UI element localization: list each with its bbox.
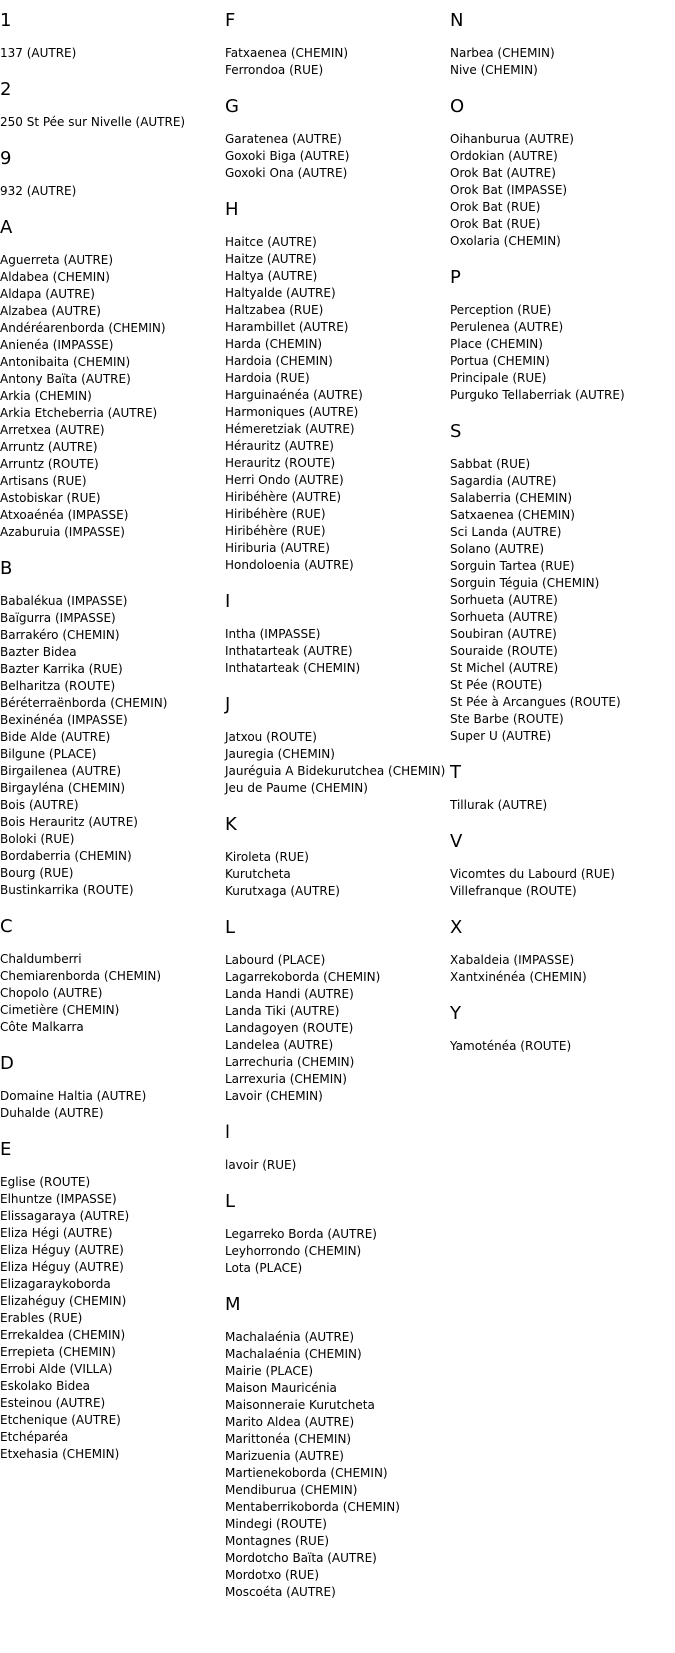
street-entry: Errekaldea (CHEMIN): [0, 1328, 126, 1342]
street-entry: Babalékua (IMPASSE): [0, 594, 128, 608]
street-entry: Montagnes (RUE): [225, 1534, 330, 1548]
section-letter-heading: 2: [0, 79, 12, 100]
street-entry: Sorhueta (AUTRE): [450, 610, 558, 624]
street-entry: Hémeretziak (AUTRE): [225, 422, 355, 436]
street-entry: Bois (AUTRE): [0, 798, 79, 812]
street-entry: Arruntz (AUTRE): [0, 440, 98, 454]
street-entry: Marito Aldea (AUTRE): [225, 1415, 355, 1429]
street-entry: Portua (CHEMIN): [450, 354, 550, 368]
street-entry: Souraide (ROUTE): [450, 644, 558, 658]
street-entry: Oxolaria (CHEMIN): [450, 234, 561, 248]
street-entry: Bazter Bidea: [0, 645, 77, 659]
street-entry: Errobi Alde (VILLA): [0, 1362, 113, 1376]
street-entry: Harda (CHEMIN): [225, 337, 323, 351]
section-letter-heading: K: [225, 814, 237, 835]
street-entry: Lota (PLACE): [225, 1261, 303, 1275]
section-letter-heading: N: [450, 10, 464, 31]
street-entry: Perulenea (AUTRE): [450, 320, 564, 334]
street-entry: Herauritz (ROUTE): [225, 456, 336, 470]
street-entry: Herri Ondo (AUTRE): [225, 473, 344, 487]
index-section: [0, 218, 225, 541]
index-section: [225, 97, 450, 182]
index-section: [225, 592, 450, 677]
index-section: [0, 149, 225, 200]
section-letter-heading: I: [225, 591, 231, 612]
street-entry: Birgayléna (CHEMIN): [0, 781, 126, 795]
index-section: [225, 815, 450, 900]
street-entry: Vicomtes du Labourd (RUE): [450, 867, 615, 881]
index-section: [450, 918, 675, 986]
street-entry: Atxoaénéa (IMPASSE): [0, 508, 129, 522]
street-entry: Hiribéhère (AUTRE): [225, 490, 342, 504]
street-entry: Moscoéta (AUTRE): [225, 1585, 336, 1599]
index-section: [450, 832, 675, 900]
street-entry: Xabaldeia (IMPASSE): [450, 953, 575, 967]
street-entry: Esteinou (AUTRE): [0, 1396, 106, 1410]
street-entry: Chemiarenborda (CHEMIN): [0, 969, 162, 983]
street-entry: Côte Malkarra: [0, 1020, 84, 1034]
street-entry: Arruntz (ROUTE): [0, 457, 99, 471]
street-entry: Belharitza (ROUTE): [0, 679, 116, 693]
street-entry: Sorhueta (AUTRE): [450, 593, 558, 607]
street-entry: Eliza Hégi (AUTRE): [0, 1226, 113, 1240]
street-entry: Sorguin Tartea (RUE): [450, 559, 575, 573]
street-entry: Lavoir (CHEMIN): [225, 1089, 323, 1103]
index-section: [225, 200, 450, 574]
street-entry: Haltyalde (AUTRE): [225, 286, 336, 300]
street-entry: Hérauritz (AUTRE): [225, 439, 334, 453]
index-section: [0, 1140, 225, 1463]
street-entry: Kurutcheta: [225, 867, 291, 881]
street-entry: Marizuenia (AUTRE): [225, 1449, 344, 1463]
street-entry: Elizahéguy (CHEMIN): [0, 1294, 127, 1308]
street-entry: Baïgurra (IMPASSE): [0, 611, 116, 625]
street-entry: Arretxea (AUTRE): [0, 423, 105, 437]
street-entry: Ferrondoa (RUE): [225, 63, 324, 77]
street-entry: Etchenique (AUTRE): [0, 1413, 121, 1427]
index-section: [0, 11, 225, 62]
section-letter-heading: l: [225, 1122, 231, 1143]
street-entry: St Pée (ROUTE): [450, 678, 543, 692]
street-entry: Kiroleta (RUE): [225, 850, 309, 864]
street-entry: Haltya (AUTRE): [225, 269, 318, 283]
index-section: [0, 1054, 225, 1122]
street-entry: Leyhorrondo (CHEMIN): [225, 1244, 362, 1258]
section-letter-heading: Y: [450, 1003, 461, 1024]
street-entry: Martienekoborda (CHEMIN): [225, 1466, 388, 1480]
street-entry: St Pée à Arcangues (ROUTE): [450, 695, 621, 709]
street-entry: 137 (AUTRE): [0, 46, 77, 60]
street-entry: Hiribéhère (RUE): [225, 524, 326, 538]
street-entry: Birgailenea (AUTRE): [0, 764, 122, 778]
section-letter-heading: 1: [0, 10, 12, 31]
index-section: [225, 1123, 450, 1174]
street-entry: Yamoténéa (ROUTE): [450, 1039, 572, 1053]
street-entry: Haitze (AUTRE): [225, 252, 317, 266]
street-entry: Eliza Héguy (AUTRE): [0, 1243, 124, 1257]
street-entry: Chaldumberri: [0, 952, 82, 966]
street-entry: Anienéa (IMPASSE): [0, 338, 114, 352]
street-entry: Eliza Héguy (AUTRE): [0, 1260, 124, 1274]
street-entry: Labourd (PLACE): [225, 953, 326, 967]
street-entry: Erables (RUE): [0, 1311, 83, 1325]
street-entry: Barrakéro (CHEMIN): [0, 628, 120, 642]
section-letter-heading: M: [225, 1294, 241, 1315]
street-entry: Boloki (RUE): [0, 832, 75, 846]
street-entry: Andéréarenborda (CHEMIN): [0, 321, 166, 335]
street-entry: Hardoia (CHEMIN): [225, 354, 333, 368]
index-section: [450, 11, 675, 79]
street-entry: Aguerreta (AUTRE): [0, 253, 114, 267]
street-entry: Cimetière (CHEMIN): [0, 1003, 120, 1017]
index-section: [450, 97, 675, 250]
section-letter-heading: C: [0, 916, 13, 937]
street-entry: Goxoki Ona (AUTRE): [225, 166, 348, 180]
section-letter-heading: T: [450, 762, 461, 783]
street-entry: Ste Barbe (ROUTE): [450, 712, 564, 726]
street-entry: Villefranque (ROUTE): [450, 884, 577, 898]
street-entry: Super U (AUTRE): [450, 729, 552, 743]
street-entry: Landa Handi (AUTRE): [225, 987, 354, 1001]
street-entry: Inthatarteak (CHEMIN): [225, 661, 361, 675]
street-entry: Domaine Haltia (AUTRE): [0, 1089, 147, 1103]
index-column-1: [0, 0, 225, 1481]
index-section: [450, 763, 675, 814]
index-section: [225, 918, 450, 1105]
index-column-3: [450, 0, 675, 1073]
street-entry: Elissagaraya (AUTRE): [0, 1209, 130, 1223]
street-entry: 932 (AUTRE): [0, 184, 77, 198]
section-letter-heading: S: [450, 421, 462, 442]
street-entry: Place (CHEMIN): [450, 337, 543, 351]
index-section: [225, 11, 450, 79]
street-entry: Lagarrekoborda (CHEMIN): [225, 970, 381, 984]
index-section: [225, 1192, 450, 1277]
street-entry: Sagardia (AUTRE): [450, 474, 557, 488]
street-entry: Machalaénia (CHEMIN): [225, 1347, 362, 1361]
street-entry: Landelea (AUTRE): [225, 1038, 334, 1052]
section-letter-heading: 9: [0, 148, 12, 169]
section-letter-heading: D: [0, 1053, 14, 1074]
street-entry: Machalaénia (AUTRE): [225, 1330, 355, 1344]
street-entry: Mindegi (ROUTE): [225, 1517, 327, 1531]
street-entry: Hondoloenia (AUTRE): [225, 558, 354, 572]
street-entry: Maisonneraie Kurutcheta: [225, 1398, 375, 1412]
street-entry: Etchéparéa: [0, 1430, 69, 1444]
street-entry: Goxoki Biga (AUTRE): [225, 149, 350, 163]
street-entry: Hiribéhère (RUE): [225, 507, 326, 521]
street-entry: lavoir (RUE): [225, 1158, 297, 1172]
street-entry: Eglise (ROUTE): [0, 1175, 91, 1189]
street-entry: Xantxinénéa (CHEMIN): [450, 970, 587, 984]
street-entry: Mordotxo (RUE): [225, 1568, 320, 1582]
street-entry: Etxehasia (CHEMIN): [0, 1447, 120, 1461]
index-section: [450, 1004, 675, 1055]
street-entry: Perception (RUE): [450, 303, 552, 317]
street-entry: Intha (IMPASSE): [225, 627, 321, 641]
street-entry: Elizagaraykoborda: [0, 1277, 111, 1291]
street-entry: Errepieta (CHEMIN): [0, 1345, 116, 1359]
index-section: [450, 422, 675, 745]
street-entry: Bustinkarrika (ROUTE): [0, 883, 134, 897]
street-entry: Tillurak (AUTRE): [450, 798, 548, 812]
street-entry: Marittonéa (CHEMIN): [225, 1432, 352, 1446]
street-entry: Arkia Etcheberria (AUTRE): [0, 406, 158, 420]
street-entry: Duhalde (AUTRE): [0, 1106, 104, 1120]
street-entry: Orok Bat (RUE): [450, 217, 541, 231]
section-letter-heading: L: [225, 1191, 236, 1212]
street-entry: Mordotcho Baïta (AUTRE): [225, 1551, 377, 1565]
section-letter-heading: E: [0, 1139, 12, 1160]
street-entry: Hiriburia (AUTRE): [225, 541, 330, 555]
street-entry: Maison Mauricénia: [225, 1381, 337, 1395]
street-entry: Chopolo (AUTRE): [0, 986, 103, 1000]
street-entry: Oihanburua (AUTRE): [450, 132, 574, 146]
street-entry: Elhuntze (IMPASSE): [0, 1192, 117, 1206]
street-entry: Landa Tiki (AUTRE): [225, 1004, 340, 1018]
section-letter-heading: V: [450, 831, 463, 852]
street-entry: Legarreko Borda (AUTRE): [225, 1227, 377, 1241]
index-section: [225, 695, 450, 797]
street-entry: Satxaenea (CHEMIN): [450, 508, 575, 522]
index-section: [0, 80, 225, 131]
index-section: [225, 1295, 450, 1601]
street-entry: Sabbat (RUE): [450, 457, 531, 471]
street-entry: Sorguin Téguia (CHEMIN): [450, 576, 600, 590]
street-entry: Orok Bat (IMPASSE): [450, 183, 568, 197]
street-entry: Jauregia (CHEMIN): [225, 747, 335, 761]
street-entry: Bois Herauritz (AUTRE): [0, 815, 138, 829]
section-letter-heading: O: [450, 96, 465, 117]
street-entry: Antonibaita (CHEMIN): [0, 355, 131, 369]
street-entry: Orok Bat (RUE): [450, 200, 541, 214]
street-entry: Arkia (CHEMIN): [0, 389, 92, 403]
index-section: [0, 917, 225, 1036]
index-section: [0, 559, 225, 899]
section-letter-heading: F: [225, 10, 236, 31]
street-entry: Béréterraënborda (CHEMIN): [0, 696, 168, 710]
street-entry: Aldabea (CHEMIN): [0, 270, 110, 284]
section-letter-heading: B: [0, 558, 13, 579]
street-entry: Fatxaenea (CHEMIN): [225, 46, 349, 60]
street-entry: Astobiskar (RUE): [0, 491, 101, 505]
street-entry: St Michel (AUTRE): [450, 661, 559, 675]
street-entry: Hardoia (RUE): [225, 371, 310, 385]
street-entry: Bazter Karrika (RUE): [0, 662, 123, 676]
index-column-2: [225, 0, 450, 1619]
street-entry: Azaburuia (IMPASSE): [0, 525, 125, 539]
street-entry: Harambillet (AUTRE): [225, 320, 349, 334]
street-entry: Nive (CHEMIN): [450, 63, 538, 77]
street-entry: Eskolako Bidea: [0, 1379, 90, 1393]
street-entry: Bordaberria (CHEMIN): [0, 849, 132, 863]
street-entry: Aldapa (AUTRE): [0, 287, 95, 301]
section-letter-heading: X: [450, 917, 463, 938]
street-entry: Haltzabea (RUE): [225, 303, 324, 317]
street-entry: Bourg (RUE): [0, 866, 74, 880]
section-letter-heading: P: [450, 267, 461, 288]
section-letter-heading: J: [225, 694, 231, 715]
street-entry: Kurutxaga (AUTRE): [225, 884, 340, 898]
street-entry: Inthatarteak (AUTRE): [225, 644, 353, 658]
section-letter-heading: G: [225, 96, 239, 117]
street-entry: Purguko Tellaberriak (AUTRE): [450, 388, 625, 402]
index-section: [450, 268, 675, 404]
street-entry: Mairie (PLACE): [225, 1364, 314, 1378]
street-entry: Artisans (RUE): [0, 474, 87, 488]
street-entry: 250 St Pée sur Nivelle (AUTRE): [0, 115, 186, 129]
street-entry: Bexinénéa (IMPASSE): [0, 713, 128, 727]
street-entry: Ordokian (AUTRE): [450, 149, 558, 163]
street-entry: Antony Baïta (AUTRE): [0, 372, 131, 386]
street-entry: Harguinaénéa (AUTRE): [225, 388, 363, 402]
street-entry: Garatenea (AUTRE): [225, 132, 342, 146]
street-entry: Jauréguia A Bidekurutchea (CHEMIN): [225, 764, 446, 778]
street-entry: Principale (RUE): [450, 371, 547, 385]
street-entry: Sci Landa (AUTRE): [450, 525, 562, 539]
street-entry: Alzabea (AUTRE): [0, 304, 101, 318]
street-entry: Mentaberrikoborda (CHEMIN): [225, 1500, 400, 1514]
street-entry: Jatxou (ROUTE): [225, 730, 317, 744]
street-entry: Solano (AUTRE): [450, 542, 545, 556]
street-entry: Haitce (AUTRE): [225, 235, 317, 249]
street-entry: Larrexuria (CHEMIN): [225, 1072, 347, 1086]
section-letter-heading: L: [225, 917, 236, 938]
section-letter-heading: A: [0, 217, 13, 238]
street-entry: Bilgune (PLACE): [0, 747, 97, 761]
street-entry: Narbea (CHEMIN): [450, 46, 555, 60]
street-entry: Bide Alde (AUTRE): [0, 730, 111, 744]
street-entry: Harmoniques (AUTRE): [225, 405, 359, 419]
street-entry: Salaberria (CHEMIN): [450, 491, 573, 505]
street-entry: Soubiran (AUTRE): [450, 627, 557, 641]
section-letter-heading: H: [225, 199, 239, 220]
street-entry: Jeu de Paume (CHEMIN): [225, 781, 368, 795]
street-entry: Orok Bat (AUTRE): [450, 166, 556, 180]
street-entry: Larrechuria (CHEMIN): [225, 1055, 355, 1069]
street-entry: Mendiburua (CHEMIN): [225, 1483, 358, 1497]
street-entry: Landagoyen (ROUTE): [225, 1021, 354, 1035]
